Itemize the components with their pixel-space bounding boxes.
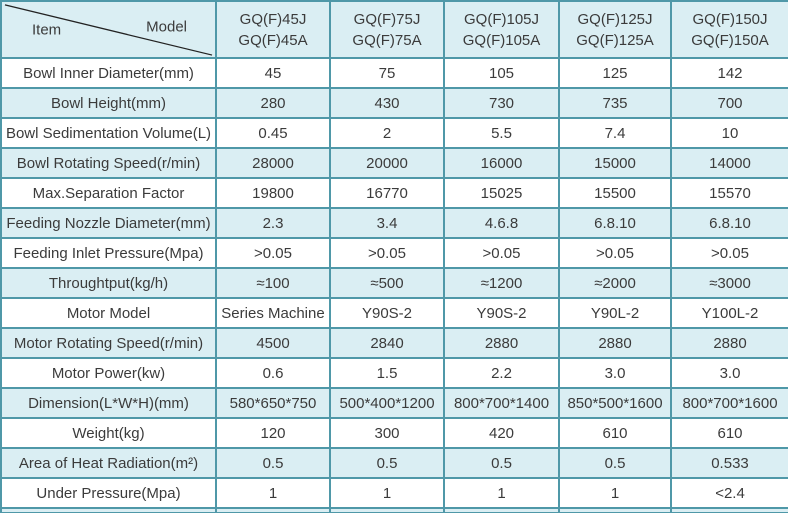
model-name: GQ(F)45J [239, 10, 307, 28]
value-cell: 0.5 [444, 448, 559, 478]
corner-cell [1, 1, 216, 58]
row-label: Feeding Nozzle Diameter(mm) [1, 208, 216, 238]
value-cell: 6.8.10 [671, 208, 788, 238]
value-cell: >0.05 [216, 238, 330, 268]
table-row [1, 88, 788, 118]
value-cell: Y90L-2 [559, 298, 671, 328]
header-row [1, 1, 788, 58]
row-label: Max.Separation Factor [1, 178, 216, 208]
value-cell: 730 [444, 88, 559, 118]
value-cell: 14000 [671, 148, 788, 178]
value-cell: 20000 [330, 148, 444, 178]
value-cell: 3.0 [671, 358, 788, 388]
value-cell: 0.5 [559, 448, 671, 478]
row-label: Bowl Sedimentation Volume(L) [1, 118, 216, 148]
model-name: GQ(F)125J [577, 10, 653, 28]
value-cell: 19800 [216, 178, 330, 208]
value-cell: 3.4 [330, 208, 444, 238]
row-label: Throughtput(kg/h) [1, 268, 216, 298]
model-name: GQ(F)150A [691, 31, 769, 49]
value-cell: 142 [671, 58, 788, 88]
table-row [1, 118, 788, 148]
value-cell: 280 [216, 88, 330, 118]
model-column-header [671, 1, 788, 58]
value-cell: 300 [330, 418, 444, 448]
value-cell: ≈100 [216, 268, 330, 298]
value-cell: 1 [216, 478, 330, 508]
row-label: Motor Rotating Speed(r/min) [1, 328, 216, 358]
value-cell: ≈1200 [444, 268, 559, 298]
row-label: Feeding Inlet Pressure(Mpa) [1, 238, 216, 268]
model-name: GQ(F)45A [238, 31, 308, 49]
value-cell: 15570 [671, 178, 788, 208]
value-cell: 16000 [444, 148, 559, 178]
model-column-header [559, 1, 671, 58]
value-cell: 15025 [444, 178, 559, 208]
value-cell: 800*700*1600 [671, 388, 788, 418]
value-cell: 610 [559, 418, 671, 448]
value-cell: >0.05 [330, 238, 444, 268]
model-name: GQ(F)125A [576, 31, 654, 49]
value-cell: 120 [216, 418, 330, 448]
row-label: Bowl Rotating Speed(r/min) [1, 148, 216, 178]
table-row [1, 58, 788, 88]
row-label: Under Pressure(Mpa) [1, 478, 216, 508]
row-label: Motor Power(kw) [1, 358, 216, 388]
value-cell: 2880 [671, 328, 788, 358]
value-cell: 1.5 [330, 358, 444, 388]
model-column-header [216, 1, 330, 58]
value-cell: 7.4 [559, 118, 671, 148]
value-cell: 735 [559, 88, 671, 118]
value-cell: 850*500*1600 [559, 388, 671, 418]
value-cell: 430 [330, 88, 444, 118]
value-cell: 6.8.10 [559, 208, 671, 238]
table-row [1, 208, 788, 238]
value-cell: ≈500 [330, 268, 444, 298]
model-name: GQ(F)105J [463, 10, 539, 28]
value-cell: Series Machine [216, 298, 330, 328]
value-cell: 0.5 [330, 448, 444, 478]
table-row [1, 328, 788, 358]
value-cell: >0.05 [671, 238, 788, 268]
value-cell: 15500 [559, 178, 671, 208]
model-column-header [330, 1, 444, 58]
table-row [1, 478, 788, 508]
value-cell: 28000 [216, 148, 330, 178]
value-cell: 15000 [559, 148, 671, 178]
value-cell: ≈2000 [559, 268, 671, 298]
value-cell: 2.2 [444, 358, 559, 388]
value-cell: 0.533 [671, 448, 788, 478]
corner-model-label: Model [146, 18, 187, 36]
value-cell: 0.5 [216, 448, 330, 478]
row-label: Dimension(L*W*H)(mm) [1, 388, 216, 418]
table-row [1, 388, 788, 418]
value-cell: 10 [671, 118, 788, 148]
table-row [1, 448, 788, 478]
value-cell: 2840 [330, 328, 444, 358]
value-cell: 125 [559, 58, 671, 88]
value-cell: <2.4 [671, 478, 788, 508]
value-cell: 420 [444, 418, 559, 448]
value-cell: 0.6 [216, 358, 330, 388]
value-cell: Y100L-2 [671, 298, 788, 328]
value-cell: 700 [671, 88, 788, 118]
value-cell: 4500 [216, 328, 330, 358]
value-cell: 5.5 [444, 118, 559, 148]
value-cell: 75 [330, 58, 444, 88]
table-row [1, 148, 788, 178]
row-label: Area of Heat Radiation(m²) [1, 448, 216, 478]
row-label: Weight(kg) [1, 418, 216, 448]
row-label: Bowl Height(mm) [1, 88, 216, 118]
row-label: Bowl Inner Diameter(mm) [1, 58, 216, 88]
model-name: GQ(F)75J [353, 10, 421, 28]
table-row [1, 298, 788, 328]
value-cell: Y90S-2 [330, 298, 444, 328]
value-cell: 2880 [444, 328, 559, 358]
model-name: GQ(F)105A [462, 31, 541, 49]
value-cell: 1 [330, 478, 444, 508]
value-cell: 1 [559, 478, 671, 508]
value-cell: 800*700*1400 [444, 388, 559, 418]
value-cell: >0.05 [444, 238, 559, 268]
value-cell: 3.0 [559, 358, 671, 388]
value-cell: 2.3 [216, 208, 330, 238]
value-cell: 0.45 [216, 118, 330, 148]
model-name: GQ(F)150J [692, 10, 768, 28]
partial-cutoff-row [1, 508, 788, 513]
corner-item-label: Item [32, 21, 62, 38]
value-cell: Y90S-2 [444, 298, 559, 328]
value-cell: 4.6.8 [444, 208, 559, 238]
model-column-header [444, 1, 559, 58]
value-cell: 610 [671, 418, 788, 448]
value-cell: 580*650*750 [216, 388, 330, 418]
value-cell: >0.05 [559, 238, 671, 268]
value-cell: 2880 [559, 328, 671, 358]
value-cell: 45 [216, 58, 330, 88]
row-label: Motor Model [1, 298, 216, 328]
value-cell: 16770 [330, 178, 444, 208]
value-cell: ≈3000 [671, 268, 788, 298]
table-row [1, 238, 788, 268]
value-cell: 500*400*1200 [330, 388, 444, 418]
table-row [1, 358, 788, 388]
value-cell: 105 [444, 58, 559, 88]
table-row [1, 418, 788, 448]
table-row [1, 178, 788, 208]
value-cell: 2 [330, 118, 444, 148]
model-name: GQ(F)75A [352, 31, 422, 49]
table-row [1, 268, 788, 298]
value-cell: 1 [444, 478, 559, 508]
